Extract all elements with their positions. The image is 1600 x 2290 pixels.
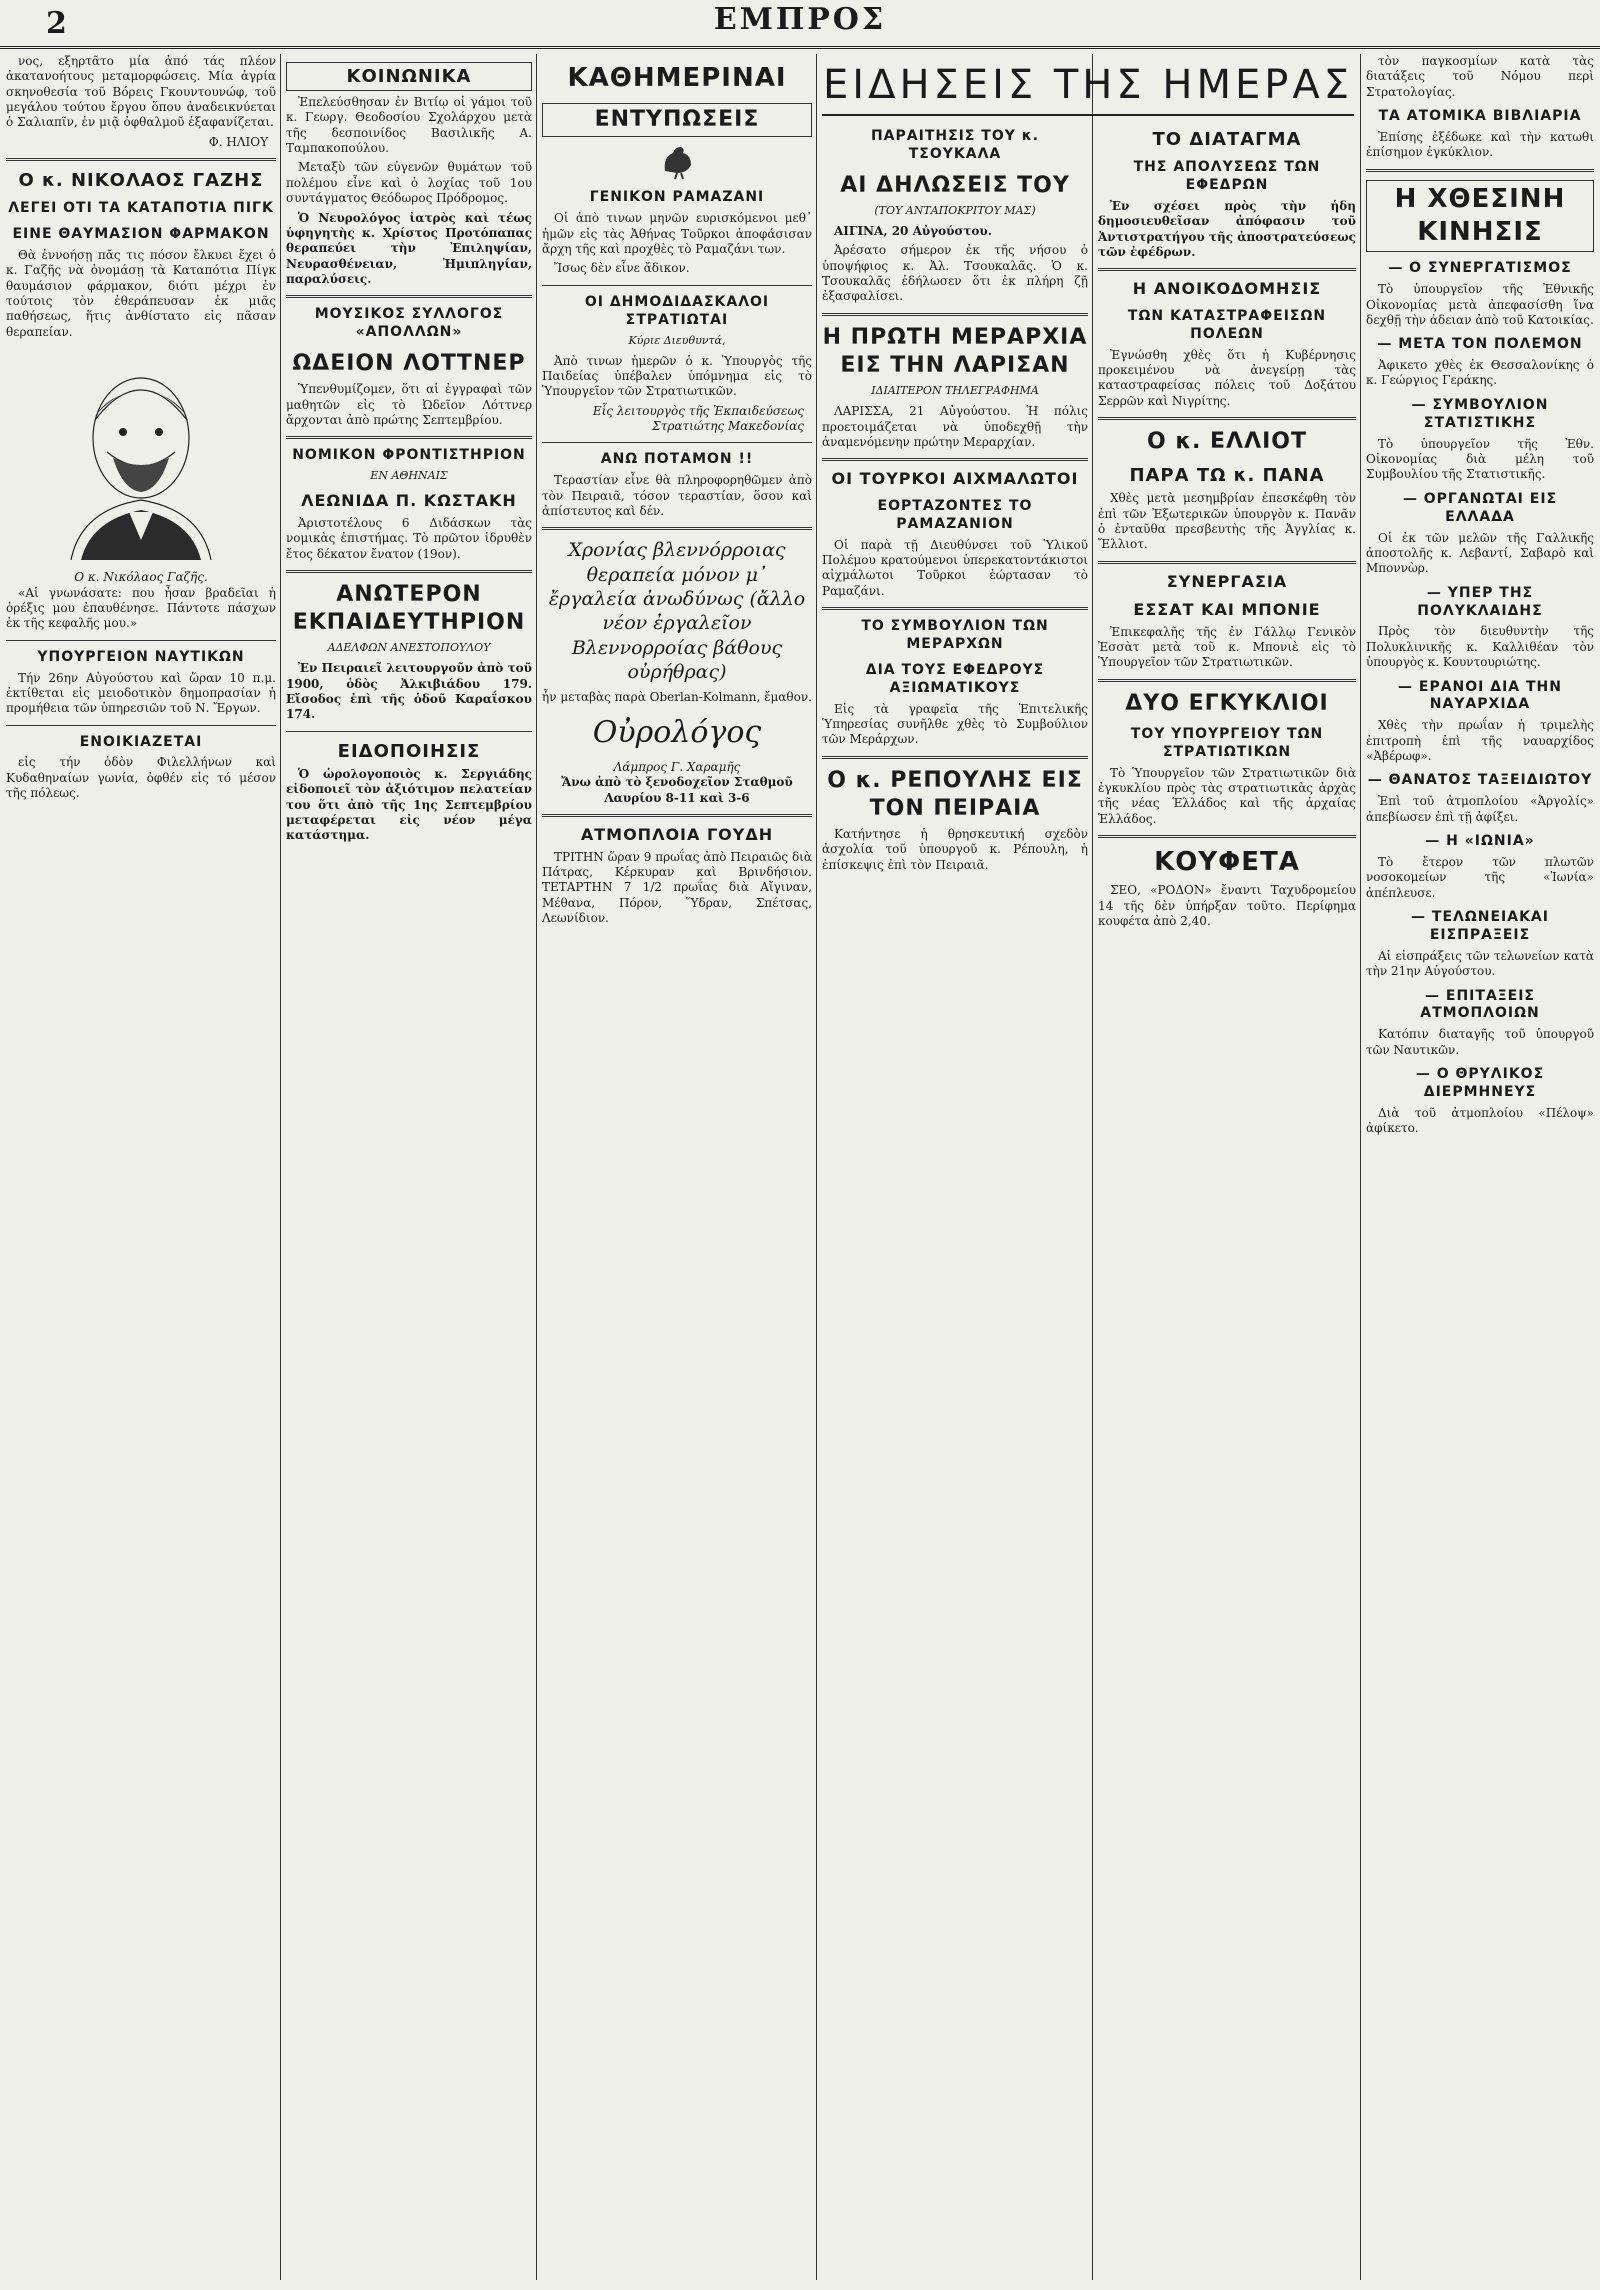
headline: Ο κ. ΝΙΚΟΛΑΟΣ ΓΑΖΗΣ [18, 170, 264, 192]
article-text: Διὰ τοῦ ἀτμοπλοίου «Πέλοψ» ἀφίκετο. [1366, 1105, 1594, 1136]
divider [1366, 169, 1594, 172]
divider [286, 436, 532, 439]
headline: — ΤΕΛΩΝΕΙΑΚΑΙ ΕΙΣΠΡΑΞΕΙΣ [1411, 909, 1549, 943]
headline: ΚΟΥΦΕΤΑ [1154, 847, 1300, 878]
column-4 [822, 120, 1088, 2280]
article-text: Ἴσως δὲν εἶνε ἄδικον. [554, 261, 690, 276]
headline: ΤΟ ΔΙΑΤΑΓΜΑ [1152, 129, 1302, 150]
section-subhead: ΕΝΤΥΠΩΣΕΙΣ [542, 103, 812, 137]
headline: Η ΑΝΟΙΚΟΔΟΜΗΣΙΣ [1132, 279, 1322, 299]
headline: ΥΠΟΥΡΓΕΙΟΝ ΝΑΥΤΙΚΩΝ [37, 648, 245, 665]
headline: — ΣΥΜΒΟΥΛΙΟΝ ΣΤΑΤΙΣΤΙΚΗΣ [1411, 396, 1549, 431]
headline: ΑΙ ΔΗΛΩΣΕΙΣ ΤΟΥ [840, 172, 1070, 198]
subheadline: ΕΣΣΑΤ ΚΑΙ ΜΠΟΝΙΕ [1133, 600, 1321, 620]
article-text: Ἀπὸ τινων ἡμερῶν ὁ κ. Ὑπουργὸς τῆς Παιδείας ὑπέβαλεν ὑπόμνημα εἰς τὸ Ὑπουργεῖον τῶν Στρατιωτικῶν. [542, 353, 812, 399]
subheadline: ΠΑΡΑ ΤΩ κ. ΠΑΝΑ [1129, 465, 1325, 487]
headline: ΤΑ ΑΤΟΜΙΚΑ ΒΙΒΛΙΑΡΙΑ [1378, 108, 1582, 125]
article-text: Ὁ Νευρολόγος ἰατρὸς καὶ τέως ὑφηγητὴς κ. Χρίστος Προτόπαπας θεραπεύει τὴν Ἐπιληψίαν, Νευρασθένειαν, Ἠμιπληγίαν, παραλύσεις. [286, 210, 532, 286]
headline: — ΥΠΕΡ ΤΗΣ ΠΟΛΥΚΛΑΙΔΗΣ [1417, 584, 1543, 619]
article-text: Τήν 26ην Αὐγούστου καὶ ὥραν 10 π.μ. ἐκτίθεται εἰς μειοδοτικὸν δημοπρασίαν ἡ προμήθεια τῶν ὑπηρεσιῶν τοῦ Ν. Ἔργων. [6, 670, 276, 716]
divider [822, 607, 1088, 610]
subheadline: ΕΝ ΑΘΗΝΑΙΣ [370, 469, 448, 483]
article-text: ΣΕΟ, «ΡΟΔΟΝ» ἔναντι Ταχυδρομείου 14 τῆς δὲν ὑπήρξαν τοῦτο. Περίφημα κουφέτα ἀπὸ 2,40. [1098, 883, 1356, 929]
headline: ΑΤΜΟΠΛΟΙΑ ΓΟΥΔΗ [580, 825, 774, 845]
subheadline: ΤΩΝ ΚΑΤΑΣΤΡΑΦΕΙΣΩΝ ΠΟΛΕΩΝ [1127, 307, 1327, 342]
headline: ΓΕΝΙΚΟΝ ΡΑΜΑΖΑΝΙ [589, 189, 765, 206]
article-text: Οἱ ἐκ τῶν μελῶν τῆς Γαλλικῆς ἀποστολῆς κ. Λεβαντί, Σαβαρὸ καὶ Μποννὼρ. [1366, 530, 1594, 576]
article-text: ΤΡΙΤΗΝ ὥραν 9 πρωΐας ἀπὸ Πειραιῶς διὰ Πάτρας, Κέρκυραν καὶ Βρινδήσιον. ΤΕΤΑΡΤΗΝ 7 1/2 πρωΐας διὰ Αἴγιναν, Μέθανα, Πόρον, Ὕδραν, Σπέτσας, Λεωνίδιον. [542, 849, 812, 926]
article-text: Ἐν Πειραιεῖ λειτουργοῦν ἀπὸ τοῦ 1900, ὁδὸς Ἀλκιβιάδου 179. Εἴσοδος ἐπὶ τῆς ὁδοῦ Καραΐσκου 174. [286, 661, 532, 722]
article-text: Τὸ ἔτερον τῶν πλωτῶν νοσοκομείων τῆς «Ἰωνία» ἀπέπλευσε. [1366, 854, 1594, 900]
article-text: Θὰ ἐννοήσῃ πᾶς τις πόσον ἔλκυει ἔχει ὁ κ. Γαζῆς νὰ ὁνομάσῃ τὰ Καταπότια Πίγκ θαυμάσιον φάρμακον, διότι μέχρι ἐν τούτοις τὸν ἐθεράπευσαν ἐκ μιᾶς παθήσεως, ἥτις ἀνθίστατο εἰς πᾶσαν θεραπείαν. [6, 248, 276, 339]
divider [542, 442, 812, 443]
subheadline: ΑΔΕΛΦΩΝ ΑΝΕΣΤΟΠΟΥΛΟΥ [327, 641, 491, 655]
section-head: ΚΟΙΝΩΝΙΚΑ [286, 62, 532, 91]
divider [1098, 417, 1356, 420]
article-text: νος, εξηρτᾶτο μία ἀπό τάς πλέον ἀκατανοήτους μεταμορφώσεις. Μία ἀγρία σκηνοθεσία τοῦ Βόρεις Γκουντουνώφ, τοῦ μεγάλου τούτου ἔργου ὅπου ἀναδεικνύεται ὁ Σαλιαπῖν, ἐν μιᾷ ὀφθαλμοῦ ἐξαφανίζεται. [6, 54, 276, 130]
headline: ΑΝΩ ΠΟΤΑΜΟΝ !! [600, 451, 754, 468]
subheadline: ΕΟΡΤΑΖΟΝΤΕΣ ΤΟ ΡΑΜΑΖΑΝΙΟΝ [877, 497, 1033, 532]
column-3 [542, 54, 812, 2280]
article-text: εἰς τήν ὁδὸν Φιλελλήνων καὶ Κυδαθηναίων γωνία, ὀφθέν εἰς τό μέσον τῆς πόλεως. [6, 755, 276, 801]
headline: — Ο ΘΡΥΛΙΚΟΣ ΔΙΕΡΜΗΝΕΥΣ [1415, 1066, 1545, 1100]
paper-name: ΕΜΠΡΟΣ [713, 2, 887, 37]
divider [6, 725, 276, 726]
article-text: Ἀρέσατο σήμερον ἐκ τῆς νήσου ὁ ὑποψήφιος κ. Ἀλ. Τσουκαλᾶς. Ὁ κ. Τσουκαλᾶς ἐδήλωσεν ὅτι ἐκ πλήρη ζῇ ἐξασφαλίσει. [822, 243, 1088, 304]
headline: — ΟΡΓΑΝΩΤΑΙ ΕΙΣ ΕΛΛΑΔΑ [1402, 490, 1558, 525]
article-text: Εἰς τὰ γραφεῖα τῆς Ἐπιτελικῆς Ὑπηρεσίας συνῆλθε χθὲς τὸ Συμβούλιον τῶν Μεράρχων. [822, 701, 1088, 747]
article-text: Χθὲς μετὰ μεσημβρίαν ἐπεσκέφθη τὸν ἐπὶ τῶν Ἐξωτερικῶν ὑπουργὸν κ. Πανᾶν ὁ ἐνταῦθα πρεσβευτὴς τῆς Ἀγγλίας κ. Ἔλλιοτ. [1098, 491, 1356, 552]
divider [1098, 835, 1356, 838]
divider [286, 295, 532, 298]
rooster-icon [657, 141, 697, 181]
article-text: Ὑπενθυμίζομεν, ὅτι αἱ ἐγγραφαὶ τῶν μαθητῶν εἰς τὸ Ὠδεῖον Λόττνερ ἄρχονται ἀπὸ πρώτης Σεπτεμβρίου. [286, 382, 532, 428]
article-text: Χθὲς τὴν πρωΐαν ἡ τριμελὴς ἐπιτροπὴ ἐπὶ τῆς ναυαρχίδος «Ἀβέρωφ». [1366, 718, 1594, 764]
headline: ΠΑΡΑΙΤΗΣΙΣ ΤΟΥ κ. ΤΣΟΥΚΑΛΑ [870, 128, 1040, 162]
article-text: ΛΑΡΙΣΣΑ, 21 Αὐγούστου. Ἡ πόλις προετοιμάζεται νὰ ὑποδεχθῇ τὴν ἀναμενόμενην πρώτην Μεραρχίαν. [822, 404, 1088, 449]
headline: ΣΥΝΕΡΓΑΣΙΑ [1166, 571, 1288, 591]
divider [1098, 679, 1356, 682]
letter-salutation: Κύριε Διευθυντά, [628, 333, 726, 347]
headline: ΤΟ ΣΥΜΒΟΥΛΙΟΝ ΤΩΝ ΜΕΡΑΡΧΩΝ [861, 618, 1049, 652]
column-rule [816, 54, 817, 2280]
advert-text: ἦν μεταβὰς παρὰ Oberlan-Kolmann, ἔμαθον. [542, 690, 812, 705]
divider [6, 158, 276, 161]
column-rule [1092, 54, 1093, 2280]
headline: Ο κ. ΡΕΠΟΥΛΗΣ ΕΙΣ ΤΟΝ ΠΕΙΡΑΙΑ [827, 767, 1083, 821]
headline: — ΕΠΙΤΑΞΕΙΣ ΑΤΜΟΠΛΟΙΩΝ [1420, 987, 1540, 1022]
portrait-engraving [41, 350, 241, 560]
divider [6, 640, 276, 641]
article-text: Κατόπιν διαταγῆς τοῦ ὑπουργοῦ τῶν Ναυτικῶν. [1366, 1027, 1594, 1057]
article-text: Τὸ ὑπουργεῖον τῆς Ἐθνικῆς Οἰκονομίας μετὰ ἀπεφασίσθη ἵνα δεχθῇ τὴν ἀδειαν ἀπὸ τοῦ Κατοικίας. [1366, 282, 1594, 327]
portrait-caption: Ο κ. Νικόλαος Γαζῆς. [74, 570, 208, 585]
article-text: Τὸ ὑπουργεῖον τῆς Ἐθν. Οἰκονομίας διὰ μέλη τοῦ Συμβουλίου τῆς Στατιστικῆς. [1366, 436, 1594, 482]
divider [542, 285, 812, 286]
section-head: Η ΧΘΕΣΙΝΗ ΚΙΝΗΣΙΣ [1366, 180, 1594, 253]
headline: ΜΟΥΣΙΚΟΣ ΣΥΛΛΟΓΟΣ «ΑΠΟΛΛΩΝ» [314, 306, 504, 341]
advert-address: Ἄνω ἀπὸ τὸ ξενοδοχεῖον Σταθμοῦ Λαυρίου 8-11 καὶ 3-6 [561, 775, 793, 805]
article-text: Οἱ ἀπὸ τινων μηνῶν ευρισκόμενοι μεθ᾽ ἡμῶν εἰς τὰς Ἀθήνας Τοῦρκοι ἀποφάσισαν ἄρχη τῆς καὶ προχθὲς τὸ Ραμαζάνι των. [542, 211, 812, 257]
subheadline: (ΤΟΥ ΑΝΤΑΠΟΚΡΙΤΟΥ ΜΑΣ) [874, 203, 1036, 217]
article-text: Μεταξὺ τῶν εὐγενῶν θυμάτων τοῦ πολέμου εἶνε καὶ ὁ λοχίας τοῦ 1ου συντάγματος Θεόδωρος Πρόδρομος. [286, 160, 532, 206]
headline: — Ο ΣΥΝΕΡΓΑΤΙΣΜΟΣ [1388, 260, 1572, 277]
advert-script: Χρονίας βλεννόρροιας θεραπεία μόνον μ᾽ ἔργαλεία ἀνωδύνως (ἄλλο νέον ἐργαλεῖον Βλεννορροίας βάθους οὐρήθρας) [548, 539, 806, 683]
article-text: Τεραστίαν εἶνε θὰ πληροφορηθῶμεν ἀπὸ τὸν Πειραιᾶ, τόσον τεραστίαν, ὅσον καὶ ἀπίστευτος καὶ δέν. [542, 473, 812, 519]
headline: — ΜΕΤΑ ΤΟΝ ΠΟΛΕΜΟΝ [1377, 336, 1583, 353]
divider [542, 814, 812, 817]
subheadline: ΕΙΝΕ ΘΑΥΜΑΣΙΟΝ ΦΑΡΜΑΚΟΝ [12, 226, 270, 243]
article-text: Ἐν σχέσει πρὸς τὴν ἡδη δημοσιευθεῖσαν ἀπόφασιν τοῦ Ἀντιστρατήγου τῆς ἀποστρατεύσεως τῶν ἐφέδρων. [1098, 198, 1356, 259]
headline: ΕΝΟΙΚΙΑΖΕΤΑΙ [79, 733, 203, 750]
column-5 [1098, 120, 1356, 2280]
section-head: ΚΑΘΗΜΕΡΙΝΑΙ [567, 63, 787, 93]
page-number: 2 [46, 6, 67, 41]
headline: ΛΕΩΝΙΔΑ Π. ΚΩΣΤΑΚΗ [301, 491, 517, 511]
headline: ΟΙ ΤΟΥΡΚΟΙ ΑΙΧΜΑΛΩΤΟΙ [831, 469, 1079, 489]
subheadline: ΙΔΙΑΙΤΕΡΟΝ ΤΗΛΕΓΡΑΦΗΜΑ [871, 384, 1039, 398]
subheadline: ΤΟΥ ΥΠΟΥΡΓΕΙΟΥ ΤΩΝ ΣΤΡΑΤΙΩΤΙΚΩΝ [1130, 725, 1324, 760]
article-text: Ἐπίσης ἐξέδωκε καὶ τὴν κατωθι ἐπίσημον ἐγκύκλιον. [1366, 129, 1594, 160]
divider [822, 458, 1088, 461]
headline: — ΘΑΝΑΤΟΣ ΤΑΞΕΙΔΙΩΤΟΥ [1367, 772, 1593, 789]
headline: ΟΙ ΔΗΜΟΔΙΔΑΣΚΑΛΟΙ ΣΤΡΑΤΙΩΤΑΙ [584, 293, 770, 328]
column-2 [286, 54, 532, 2280]
article-text: Κατήντησε ἡ θρησκευτική σχεδὸν ἀσχολία τοῦ ὑπουργοῦ κ. Ρέπουλη, ἡ ἐπίσκεψις ἐπὶ τὸν Πειραιᾶ. [822, 827, 1088, 872]
divider [822, 313, 1088, 316]
advert-title: Οὐρολόγος [592, 714, 762, 750]
headline: Ο κ. ΕΛΛΙΟΤ [1147, 429, 1307, 454]
divider [1098, 268, 1356, 271]
divider [286, 731, 532, 732]
subheadline: ΤΗΣ ΑΠΟΛΥΣΕΩΣ ΤΩΝ ΕΦΕΔΡΩΝ [1133, 159, 1321, 193]
divider [822, 756, 1088, 759]
headline: — ΕΡΑΝΟΙ ΔΙΑ ΤΗΝ ΝΑΥΑΡΧΙΔΑ [1398, 678, 1562, 713]
letter-signature: Εἷς λειτουργὸς τῆς Ἐκπαιδεύσεως Στρατιώτης Μακεδονίας [592, 403, 804, 434]
article-signature: Φ. ΗΛΙΟΥ [208, 134, 268, 149]
article-text: Αἱ εἰσπράξεις τῶν τελωνείων κατὰ τὴν 21ην Αὐγούστου. [1366, 948, 1594, 979]
column-rule [536, 54, 537, 2280]
article-text: τὸν παγκοσμίων κατὰ τὰς διατάξεις τοῦ Νόμου περὶ Στρατολογίας. [1366, 54, 1594, 99]
article-text: Ἀφικετο χθὲς ἐκ Θεσσαλονίκης ὁ κ. Γεώργιος Γεράκης. [1366, 358, 1594, 388]
headline: — Η «ΙΩΝΙΑ» [1425, 833, 1535, 850]
headline: ΕΙΔΟΠΟΙΗΣΙΣ [337, 740, 481, 762]
headline: ΔΥΟ ΕΓΚΥΚΛΙΟΙ [1125, 690, 1329, 716]
headline: ΑΝΩΤΕΡΟΝ ΕΚΠΑΙΔΕΥΤΗΡΙΟΝ [292, 581, 526, 636]
divider [1098, 561, 1356, 564]
divider [542, 527, 812, 530]
article-text: Ἐγνώσθη χθὲς ὅτι ἡ Κυβέρνησις προκειμένου νὰ ἀνεγείρῃ τὰς καταστραφείσας πόλεις τοῦ Δοξάτου Σερρῶν καὶ Νιγρίτης. [1098, 347, 1356, 408]
article-text: Τὸ Ὑπουργεῖον τῶν Στρατιωτικῶν διὰ ἐγκυκλίου πρὸς τὰς στρατιωτικὰς ἀρχὰς τῆς νέας Ἑλλάδος καὶ τῆς ἀρχαίας Ἑλλάδος. [1098, 765, 1356, 826]
article-text: Οἱ παρὰ τῇ Διευθύνσει τοῦ Ὑλικοῦ Πολέμου κρατούμενοι ὑπερεκατοντάκιστοι αἰχμάλωτοι Τοῦρκοι ἑώρτασαν τὸ Ραμαζάνι. [822, 537, 1088, 598]
masthead [0, 0, 1600, 49]
article-text: Ἐπελεύσθησαν ἐν Βιτίῳ οἱ γάμοι τοῦ κ. Γεωργ. Θεοδοσίου Σχολάρχου μετὰ τῆς δεσποινίδος Βασιλικῆς Α. Ταμπακοπούλου. [286, 95, 532, 156]
article-text: Ἐπὶ τοῦ ἀτμοπλοίου «Ἀργολίς» ἀπεβίωσεν ἐπὶ τῇ ἀφίξει. [1366, 794, 1594, 824]
column-6 [1366, 54, 1594, 2280]
article-text: Ὁ ὡρολογοποιὸς κ. Σεργιάδης εἰδοποιεῖ τὸν ἀξιότιμον πελατείαν του ὅτι ἀπὸ τῆς 1ης Σεπτεμβρίου μεταφέρεται εἰς νέον μέγα κατάστημα. [286, 766, 532, 843]
subheadline: ΔΙΑ ΤΟΥΣ ΕΦΕΔΡΟΥΣ ΑΞΙΩΜΑΤΙΚΟΥΣ [865, 661, 1045, 696]
column-1 [6, 54, 276, 2280]
headline: ΩΔΕΙΟΝ ΛΟΤΤΝΕΡ [292, 351, 526, 377]
news-banner: ΕΙΔΗΣΕΙΣ ΤΗΣ ΗΜΕΡΑΣ [822, 56, 1354, 116]
advert-name: Λάμπρος Γ. Χαραμῆς [613, 760, 741, 775]
subheadline: ΛΕΓΕΙ ΟΤΙ ΤΑ ΚΑΤΑΠΟΤΙΑ ΠΙΓΚ [8, 200, 274, 217]
article-text: Ἐπικεφαλῆς τῆς ἐν Γάλλῳ Γενικὸν Ἐσσὰτ μετὰ τοῦ κ. Μπονιὲ εἰς τὸ Ὑπουργεῖον τῶν Στρατιωτικῶν. [1098, 624, 1356, 670]
article-text: Πρὸς τὸν διευθυντὴν τῆς Πολυκλινικῆς κ. Καλλιθέαν τὸν ὑπουργὸς κ. Κουντουριώτης. [1366, 624, 1594, 670]
article-text: Ἀριστοτέλους 6 Διδάσκων τὰς νομικὰς ἐπιστήμας. Τὸ πρῶτον ἱδρυθὲν ἔτος δέκατον ἔνατον (19ον). [286, 515, 532, 561]
headline: Η ΠΡΩΤΗ ΜΕΡΑΡΧΙΑ ΕΙΣ ΤΗΝ ΛΑΡΙΣΑΝ [822, 324, 1088, 378]
divider [286, 570, 532, 573]
column-rule [1360, 54, 1361, 2280]
column-rule [280, 54, 281, 2280]
headline: ΝΟΜΙΚΟΝ ΦΡΟΝΤΙΣΤΗΡΙΟΝ [292, 447, 526, 464]
dateline: ΑΙΓΙΝΑ, 20 Αὐγούστου. [834, 224, 992, 239]
article-text: «Αἱ γνωνάσατε: που ἦσαν βραδεῖαι ἡ ὀρέξις μου ἐπαυθένησε. Πάντοτε πάσχων ἐκ τῆς κεφαλῆς μου.» [6, 585, 276, 631]
